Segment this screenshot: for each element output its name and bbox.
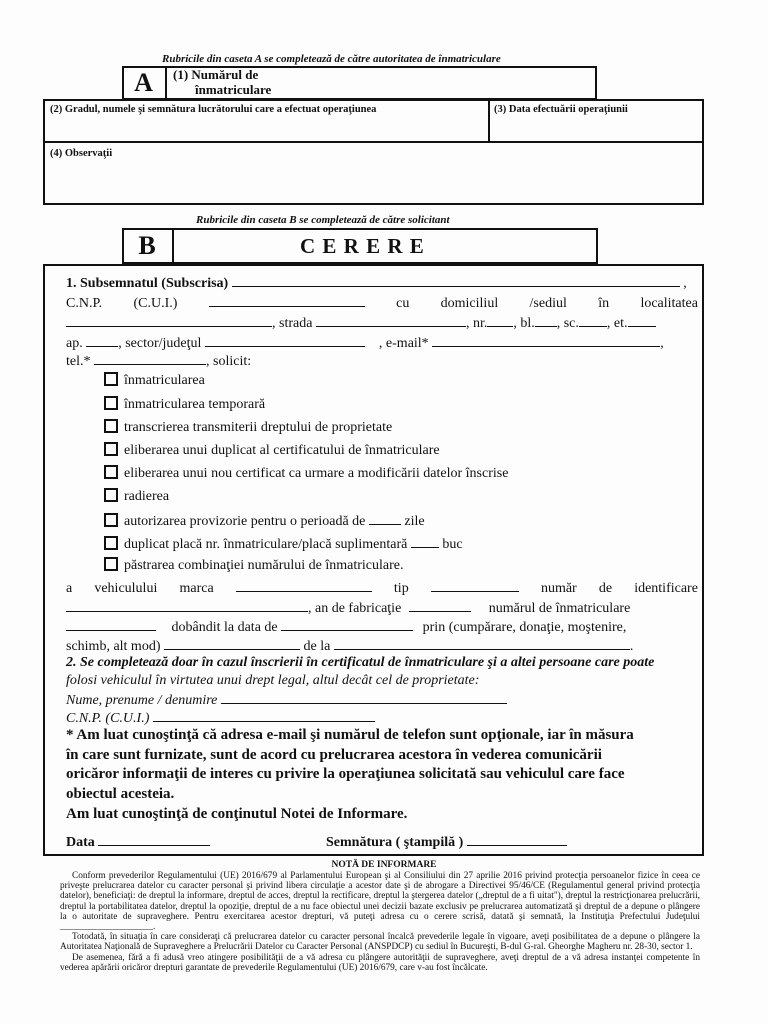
checkbox[interactable] <box>104 419 118 433</box>
checkbox[interactable] <box>104 557 118 571</box>
option-transcriere: transcrierea transmiterii dreptului de proprietate <box>104 419 392 436</box>
checkbox[interactable] <box>104 488 118 502</box>
mod-field[interactable] <box>164 636 300 650</box>
vehicle-row-2: , an de fabricaţie numărul de înmatriculare <box>66 598 630 617</box>
marca-field[interactable] <box>236 578 372 592</box>
cnp-row: C.N.P. (C.U.I.) cu domiciliul /sediul în localitatea <box>66 293 698 312</box>
option-radiere: radierea <box>104 488 169 505</box>
signature-row: Semnătura ( ştampilă ) <box>326 832 567 851</box>
tel-row: tel.* , solicit: <box>66 351 251 370</box>
divider <box>488 99 490 143</box>
note-paragraph-2: Totodată, în situaţia în care consideraţi că prelucrarea datelor cu caracter personal încalcă prevederile legale în vigoare, aveţi posibilitatea de a depune o plângere la Autoritatea Naţională de Supraveghere a Prelucrării Datelor cu Caracter Personal (ANSPDCP) cu sediul în Bucureşti, B-dul G-ral. Gheorghe Magheru nr. 28-30, sector 1. <box>60 932 700 953</box>
nr-field[interactable] <box>487 313 513 327</box>
field-2-label: (2) Gradul, numele şi semnătura lucrătorului care a efectuat operaţiunea <box>50 104 377 115</box>
checkbox[interactable] <box>104 513 118 527</box>
street-field[interactable] <box>316 313 466 327</box>
name-field[interactable] <box>232 273 680 287</box>
vehicle-row-4: schimb, alt mod) de la . <box>66 636 633 655</box>
sector-field[interactable] <box>205 333 365 347</box>
section-2-line2: folosi vehiculul în virtutea unui drept legal, altul decât cel de proprietate: <box>66 673 480 688</box>
plates-count-field[interactable] <box>411 534 439 548</box>
year-field[interactable] <box>409 598 471 612</box>
date-field[interactable] <box>98 832 210 846</box>
note-body <box>60 871 700 973</box>
locality-field[interactable] <box>66 313 272 327</box>
field-1-label: (1) Numărul de înmatriculare <box>173 67 272 97</box>
section-b-letter: B <box>122 228 174 264</box>
field-3-label: (3) Data efectuării operaţiunii <box>494 104 628 115</box>
vehicle-row-3: dobândit la data de prin (cumpărare, donaţie, moştenire, <box>66 617 626 636</box>
option-pastrare: păstrarea combinaţiei numărului de înmatriculare. <box>104 557 404 574</box>
address-row: , strada , nr. , bl. , sc. , et. <box>66 313 656 332</box>
nume-field[interactable] <box>221 690 507 704</box>
tip-field[interactable] <box>431 578 519 592</box>
vehicle-row: a vehiculului marca tip număr de identificare <box>66 578 698 597</box>
option-inmatriculare-temporara: înmatricularea temporară <box>104 396 265 413</box>
note-paragraph-1: Conform prevederilor Regulamentului (UE) 2016/679 al Parlamentului European şi al Consiliului din 27 aprilie 2016 privind protecţia persoanelor fizice în ceea ce priveşte prelucrarea datelor cu caracter personal şi privind libera circulaţie a acestor date şi de abrogare a Directivei 95/46/CE (Regulamentul general privind protecţia datelor), beneficiaţi: de dreptul la informare, dreptul de acces, dreptul la rectificare, dreptul la ştergerea datelor („dreptul de a fi uitat"), dreptul la restricţionarea prelucrării, dreptul la portabilitatea datelor, dreptul la opoziţie, dreptul de a nu face obiectul unei decizii bazate exclusiv pe prelucrarea automatizată şi dreptul de a depune o plângere la o autoritate de supraveghere. Pentru exercitarea acestor drepturi, vă puteţi adresa cu o cerere scrisă, datată şi semnată, la Instituţia Prefectului Judeţului ____________________. <box>60 871 700 933</box>
days-field[interactable] <box>369 511 401 525</box>
option-nou-certificat: eliberarea unui nou certificat ca urmare a modificării datelor înscrise <box>104 465 508 482</box>
option-duplicat-certificat: eliberarea unui duplicat al certificatului de înmatriculare <box>104 442 440 459</box>
bl-field[interactable] <box>535 313 557 327</box>
consent-text: * Am luat cunoştinţă că adresa e-mail şi numărul de telefon sunt opţionale, iar în măsura în care sunt furnizate, sunt de acord cu prelucrarea acestora în vederea comunicării oricăror informaţii de interes cu privire la operaţiunea solicitată sau vehiculul care face obiectul acesteia. <box>66 727 634 802</box>
section-a-caption: Rubricile din caseta A se completează de către autoritatea de înmatriculare <box>162 53 501 65</box>
data-row: Data <box>66 832 210 851</box>
section-2-line1: 2. Se completează doar în cazul înscrierii în certificatul de înmatriculare şi a altei persoane care poate <box>66 655 655 670</box>
checkbox[interactable] <box>104 396 118 410</box>
et-field[interactable] <box>628 313 656 327</box>
note-acknowledgement: Am luat cunoştinţă de conţinutul Notei de Informare. <box>66 806 408 822</box>
subsemnatul-row: 1. Subsemnatul (Subscrisa) , <box>66 273 687 292</box>
section-b-caption: Rubricile din caseta B se completează de către solicitant <box>196 214 450 226</box>
section-a-row3 <box>43 141 704 205</box>
email-field[interactable] <box>432 333 660 347</box>
section-a-letter: A <box>122 66 167 100</box>
sc-field[interactable] <box>579 313 607 327</box>
checkbox[interactable] <box>104 442 118 456</box>
field-4-label: (4) Observaţii <box>50 148 113 159</box>
cnp2-field[interactable] <box>153 708 375 722</box>
signature-field[interactable] <box>467 832 567 846</box>
checkbox[interactable] <box>104 372 118 386</box>
note-title: NOTĂ DE INFORMARE <box>331 860 437 870</box>
option-autorizare: autorizarea provizorie pentru o perioadă de zile <box>104 511 425 530</box>
note-paragraph-3: De asemenea, fără a fi adusă vreo atingere posibilităţii de a vă adresa cu plângere autorităţii de supraveghere, aveţi dreptul de a vă adresa instanţei competente în vederea apărării oricăror drepturi garantate de prevederile Regulamentului (UE) 2016/679, care v-au fost încălcate. <box>60 952 700 973</box>
de-la-field[interactable] <box>334 636 630 650</box>
acquisition-date-field[interactable] <box>281 617 413 631</box>
tel-field[interactable] <box>94 351 206 365</box>
nume-row: Nume, prenume / denumire <box>66 690 507 709</box>
plate-number-field[interactable] <box>66 617 156 631</box>
option-inmatriculare: înmatricularea <box>104 372 205 389</box>
cnp-field[interactable] <box>209 293 365 307</box>
cnp2-row: C.N.P. (C.U.I.) <box>66 708 375 727</box>
vin-field[interactable] <box>66 598 308 612</box>
ap-field[interactable] <box>86 333 118 347</box>
form-title: C E R E R E <box>300 234 425 258</box>
option-duplicat-placa: duplicat placă nr. înmatriculare/placă suplimentară buc <box>104 534 463 553</box>
ap-row: ap. , sector/judeţul , e-mail* , <box>66 333 664 352</box>
checkbox[interactable] <box>104 536 118 550</box>
checkbox[interactable] <box>104 465 118 479</box>
